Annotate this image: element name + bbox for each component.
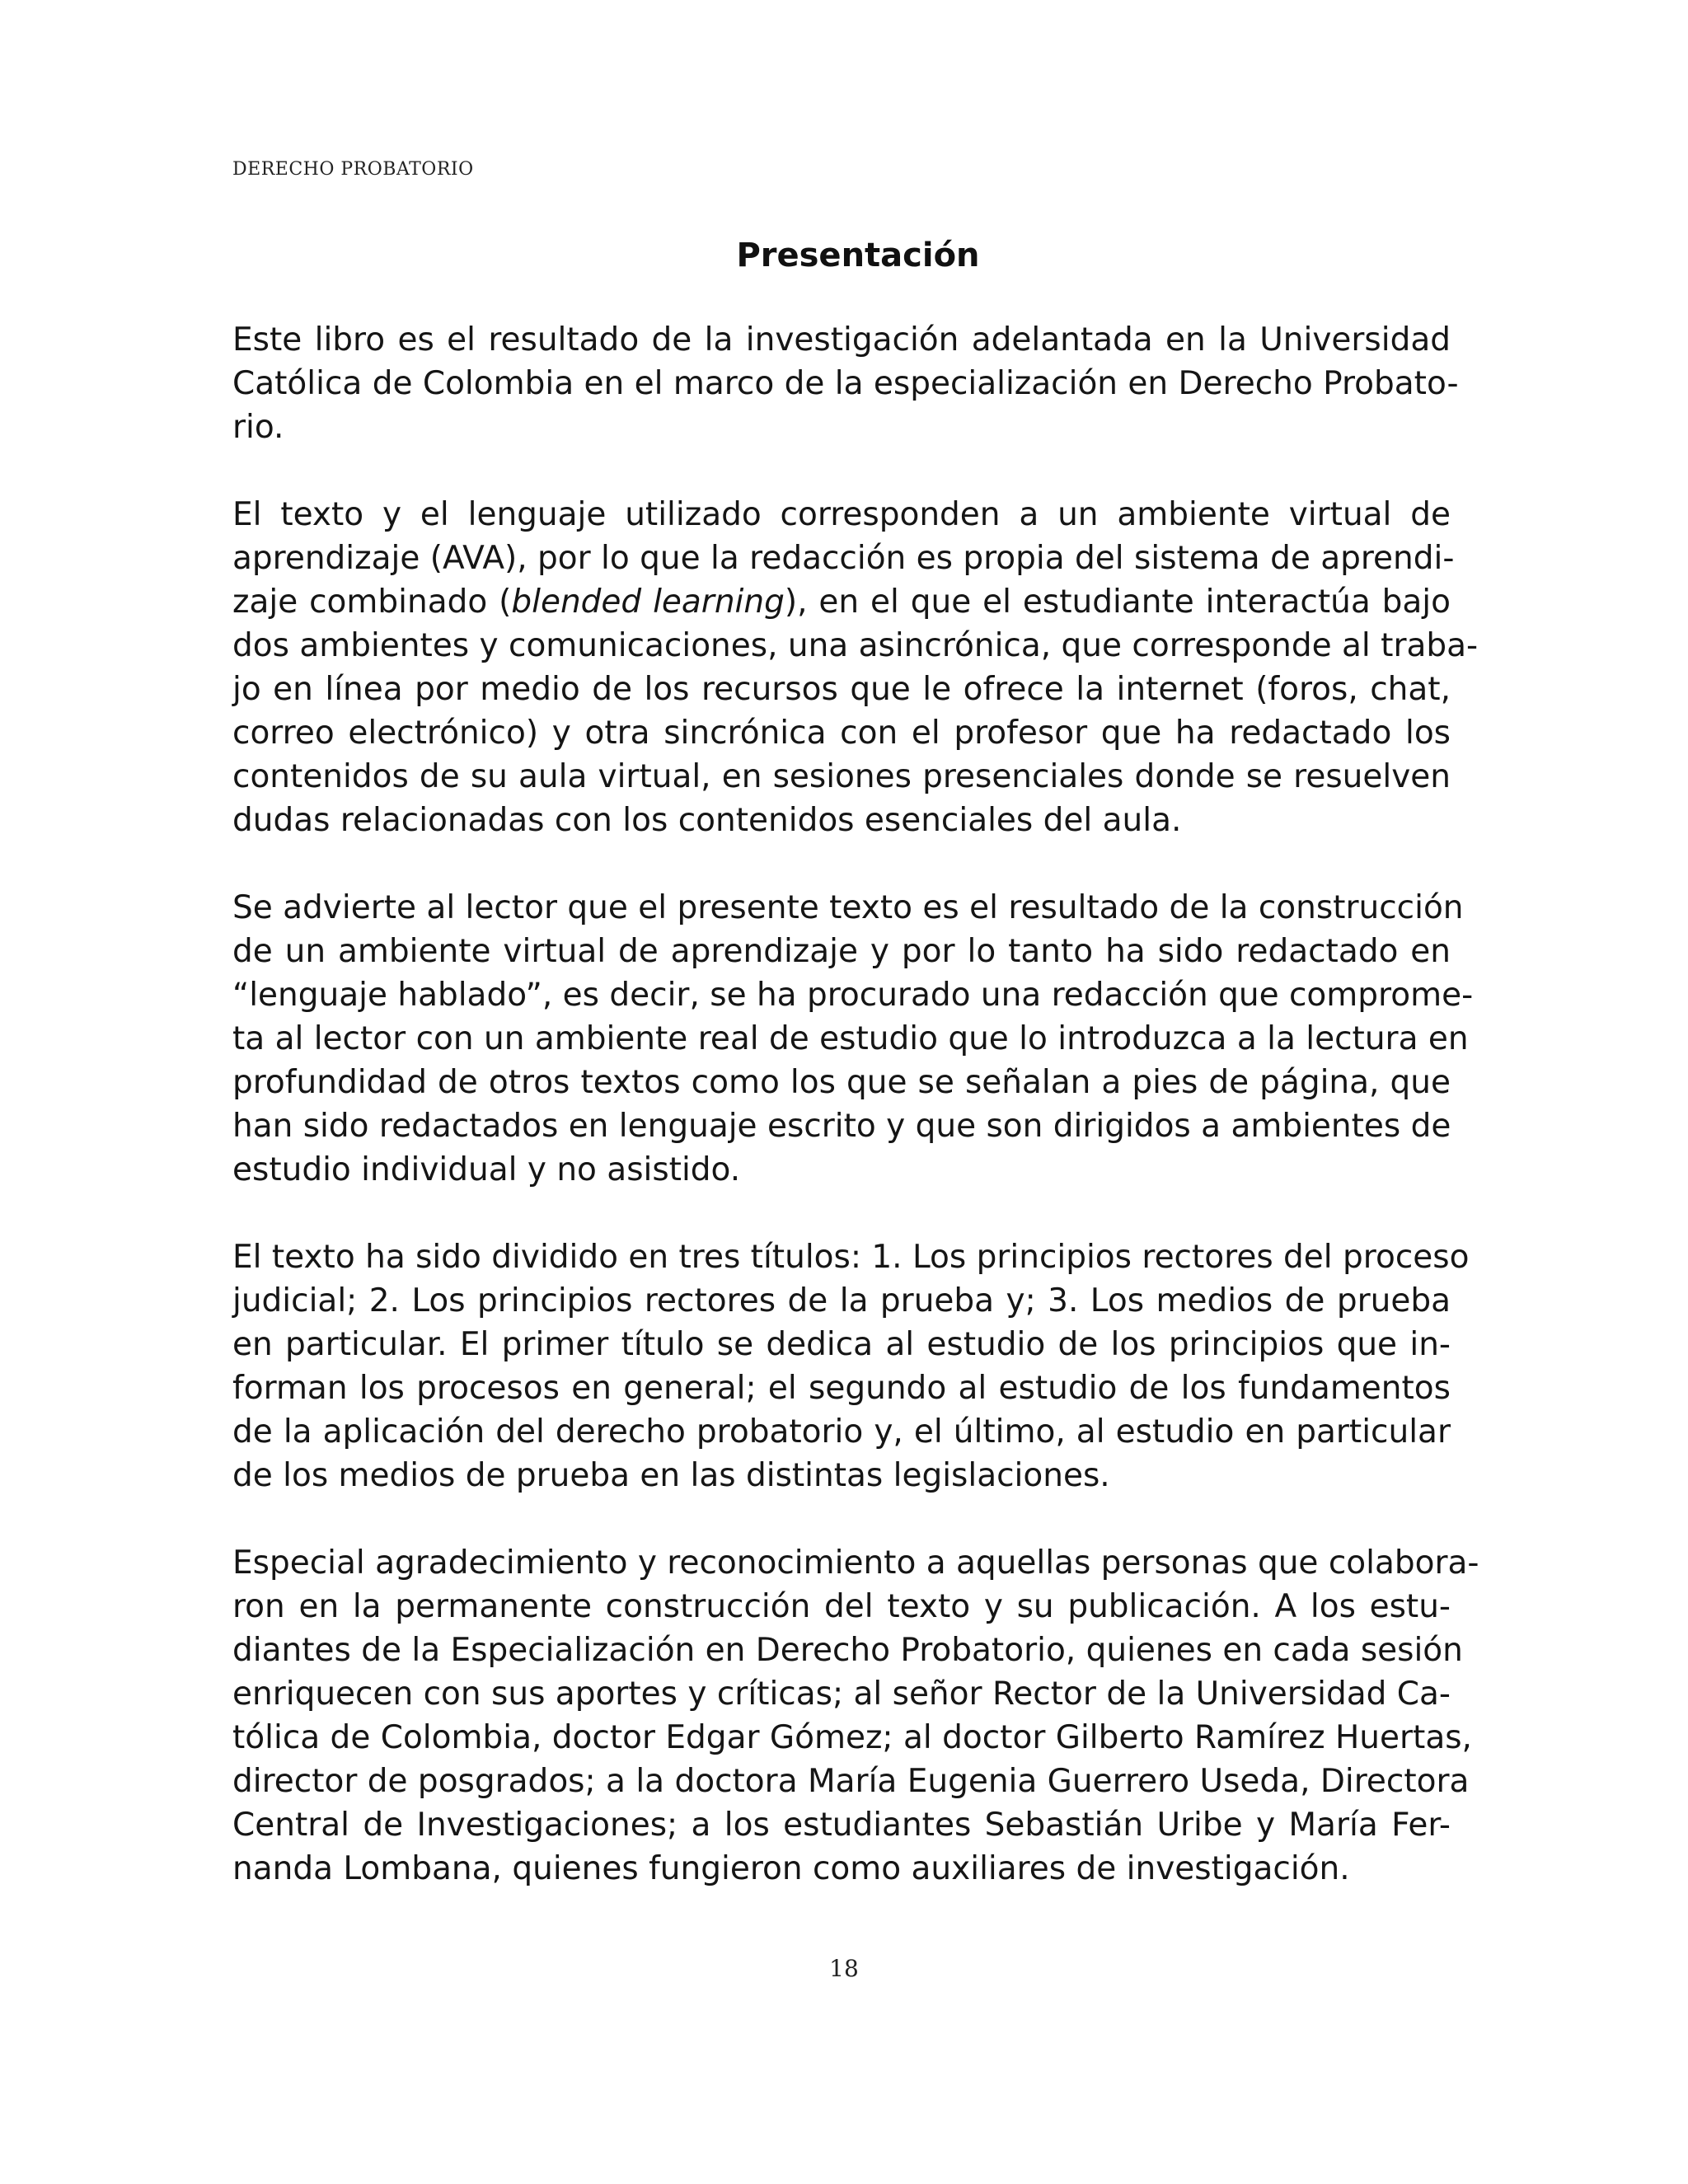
text-line: Católica de Colombia en el marco de la especialización en Derecho Probato- (232, 365, 1459, 402)
text-line: rio. (232, 409, 284, 446)
text-line: enriquecen con sus aportes y críticas; al señor Rector de la Universidad Ca- (232, 1675, 1451, 1713)
text-line: ta al lector con un ambiente real de estudio que lo introduzca a la lectura en (232, 1020, 1469, 1057)
text-line: Central de Investigaciones; a los estudiantes Sebastián Uribe y María Fer- (232, 1807, 1451, 1844)
text-line: forman los procesos en general; el segundo al estudio de los fundamentos (232, 1370, 1451, 1407)
text-line: judicial; 2. Los principios rectores de la prueba y; 3. Los medios de prueba (232, 1282, 1451, 1319)
text-line: director de posgrados; a la doctora María Eugenia Guerrero Useda, Directora (232, 1763, 1470, 1800)
text-line: ron en la permanente construcción del texto y su publicación. A los estu- (232, 1588, 1451, 1625)
text-line: Este libro es el resultado de la investigación adelantada en la Universidad (232, 321, 1451, 359)
text-line: Se advierte al lector que el presente texto es el resultado de la construcción (232, 889, 1464, 926)
text-line: aprendizaje (AVA), por lo que la redacción es propia del sistema de aprendi- (232, 540, 1455, 577)
text-line-mixed (232, 580, 1451, 624)
text-segment: zaje combinado ( (232, 583, 512, 621)
text-line: Especial agradecimiento y reconocimiento a aquellas personas que colabora- (232, 1544, 1479, 1582)
text-line: contenidos de su aula virtual, en sesiones presenciales donde se resuelven (232, 758, 1451, 795)
paragraph-4 (232, 1235, 1470, 1497)
text-line: dos ambientes y comunicaciones, una asincrónica, que corresponde al traba- (232, 627, 1479, 664)
italic-term: blended learning (511, 583, 785, 621)
text-line: nanda Lombana, quienes fungieron como auxiliares de investigación. (232, 1850, 1350, 1887)
text-line: El texto y el lenguaje utilizado corresponden a un ambiente virtual de (232, 496, 1451, 533)
text-line: de los medios de prueba en las distintas legislaciones. (232, 1457, 1110, 1494)
paragraph-3 (232, 886, 1474, 1192)
text-line: en particular. El primer título se dedica al estudio de los principios que in- (232, 1326, 1451, 1363)
page-number: 18 (829, 1955, 859, 1982)
text-line: jo en línea por medio de los recursos que le ofrece la internet (foros, chat, (232, 671, 1451, 708)
text-line: correo electrónico) y otra sincrónica con el profesor que ha redactado los (232, 715, 1451, 752)
running-header: DERECHO PROBATORIO (232, 159, 474, 180)
paragraph-2 (232, 493, 1479, 842)
text-line: profundidad de otros textos como los que se señalan a pies de página, que (232, 1064, 1451, 1101)
text-line: de la aplicación del derecho probatorio y, el último, al estudio en particular (232, 1413, 1451, 1451)
text-segment: ), en el que el estudiante interactúa bajo (784, 583, 1451, 621)
text-line: estudio individual y no asistido. (232, 1151, 741, 1188)
text-line: diantes de la Especialización en Derecho Probatorio, quienes en cada sesión (232, 1632, 1463, 1669)
section-title: Presentación (736, 237, 980, 274)
text-line: dudas relacionadas con los contenidos esenciales del aula. (232, 802, 1182, 839)
text-line: de un ambiente virtual de aprendizaje y por lo tanto ha sido redactado en (232, 933, 1451, 970)
text-line: El texto ha sido dividido en tres títulos: 1. Los principios rectores del proceso (232, 1239, 1470, 1276)
text-line: tólica de Colombia, doctor Edgar Gómez; al doctor Gilberto Ramírez Huertas, (232, 1719, 1472, 1756)
paragraph-5 (232, 1541, 1479, 1891)
text-line: han sido redactados en lenguaje escrito y que son dirigidos a ambientes de (232, 1108, 1451, 1145)
text-line: “lenguaje hablado”, es decir, se ha procurado una redacción que comprome- (232, 977, 1474, 1014)
body-text (232, 318, 1479, 1934)
paragraph-1 (232, 318, 1459, 449)
